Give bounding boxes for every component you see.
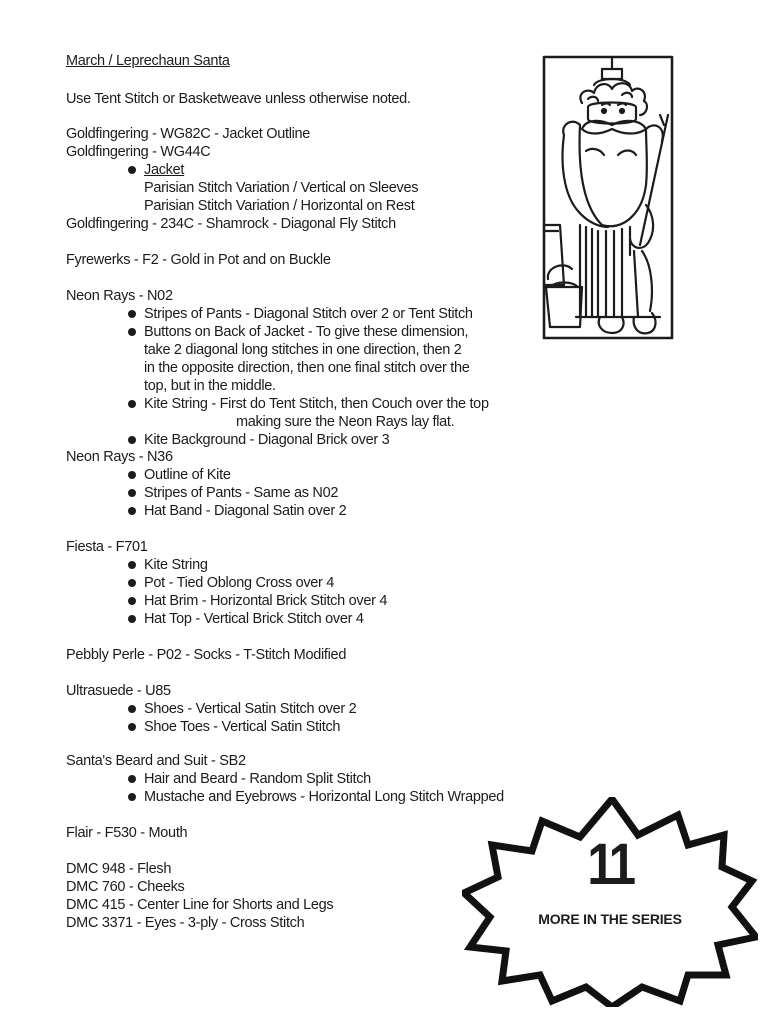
list-item: Hair and Beard - Random Split Stitch — [144, 771, 371, 787]
list-item: Hat Top - Vertical Brick Stitch over 4 — [144, 611, 364, 627]
list-item: Outline of Kite — [144, 467, 231, 483]
goldfingering-line-2: Goldfingering - WG44C — [66, 144, 211, 160]
jacket-bullet: Jacket — [144, 162, 185, 178]
jacket-sub-2: Parisian Stitch Variation / Horizontal on Rest — [144, 198, 415, 214]
list-item: Buttons on Back of Jacket - To give these dimension, — [144, 324, 469, 340]
neon-n02-heading: Neon Rays - N02 — [66, 288, 173, 304]
list-item: Hat Band - Diagonal Satin over 2 — [144, 503, 347, 519]
dmc-line: DMC 3371 - Eyes - 3-ply - Cross Stitch — [66, 915, 305, 931]
series-caption: MORE IN THE SERIES — [538, 911, 682, 927]
list-item: Shoe Toes - Vertical Satin Stitch — [144, 719, 341, 735]
list-item: Mustache and Eyebrows - Horizontal Long Stitch Wrapped — [144, 789, 504, 805]
list-item-cont: in the opposite direction, then one final stitch over the — [144, 360, 470, 376]
dmc-line: DMC 415 - Center Line for Shorts and Legs — [66, 897, 334, 913]
series-badge — [462, 797, 758, 1007]
list-item-cont: take 2 diagonal long stitches in one direction, then 2 — [144, 342, 462, 358]
fiesta-heading: Fiesta - F701 — [66, 539, 148, 555]
list-item: Shoes - Vertical Satin Stitch over 2 — [144, 701, 357, 717]
list-item: Pot - Tied Oblong Cross over 4 — [144, 575, 335, 591]
goldfingering-line-1: Goldfingering - WG82C - Jacket Outline — [66, 126, 311, 142]
dmc-line: DMC 760 - Cheeks — [66, 879, 185, 895]
goldfingering-line-3: Goldfingering - 234C - Shamrock - Diagonal Fly Stitch — [66, 216, 396, 232]
santa-illustration — [542, 55, 674, 340]
list-item-cont: top, but in the middle. — [144, 378, 276, 394]
ultrasuede-heading: Ultrasuede - U85 — [66, 683, 171, 699]
dmc-line: DMC 948 - Flesh — [66, 861, 172, 877]
list-item: Kite String — [144, 557, 208, 573]
page-title: March / Leprechaun Santa — [66, 53, 230, 69]
intro-text: Use Tent Stitch or Basketweave unless otherwise noted. — [66, 91, 411, 107]
list-item: Stripes of Pants - Same as N02 — [144, 485, 339, 501]
flair-line: Flair - F530 - Mouth — [66, 825, 188, 841]
list-item: Hat Brim - Horizontal Brick Stitch over 4 — [144, 593, 388, 609]
burst-shape-icon — [462, 797, 758, 1007]
fyrewerks-line: Fyrewerks - F2 - Gold in Pot and on Buckle — [66, 252, 331, 268]
list-item-cont: making sure the Neon Rays lay flat. — [236, 414, 455, 430]
list-item: Stripes of Pants - Diagonal Stitch over 2 or Tent Stitch — [144, 306, 473, 322]
neon-n36-heading: Neon Rays - N36 — [66, 449, 173, 465]
list-item: Kite Background - Diagonal Brick over 3 — [144, 432, 390, 448]
series-count: 11 — [587, 832, 633, 897]
list-item: Kite String - First do Tent Stitch, then Couch over the top — [144, 396, 489, 412]
pebbly-line: Pebbly Perle - P02 - Socks - T-Stitch Modified — [66, 647, 347, 663]
santa-beard-heading: Santa's Beard and Suit - SB2 — [66, 753, 246, 769]
jacket-sub-1: Parisian Stitch Variation / Vertical on Sleeves — [144, 180, 419, 196]
